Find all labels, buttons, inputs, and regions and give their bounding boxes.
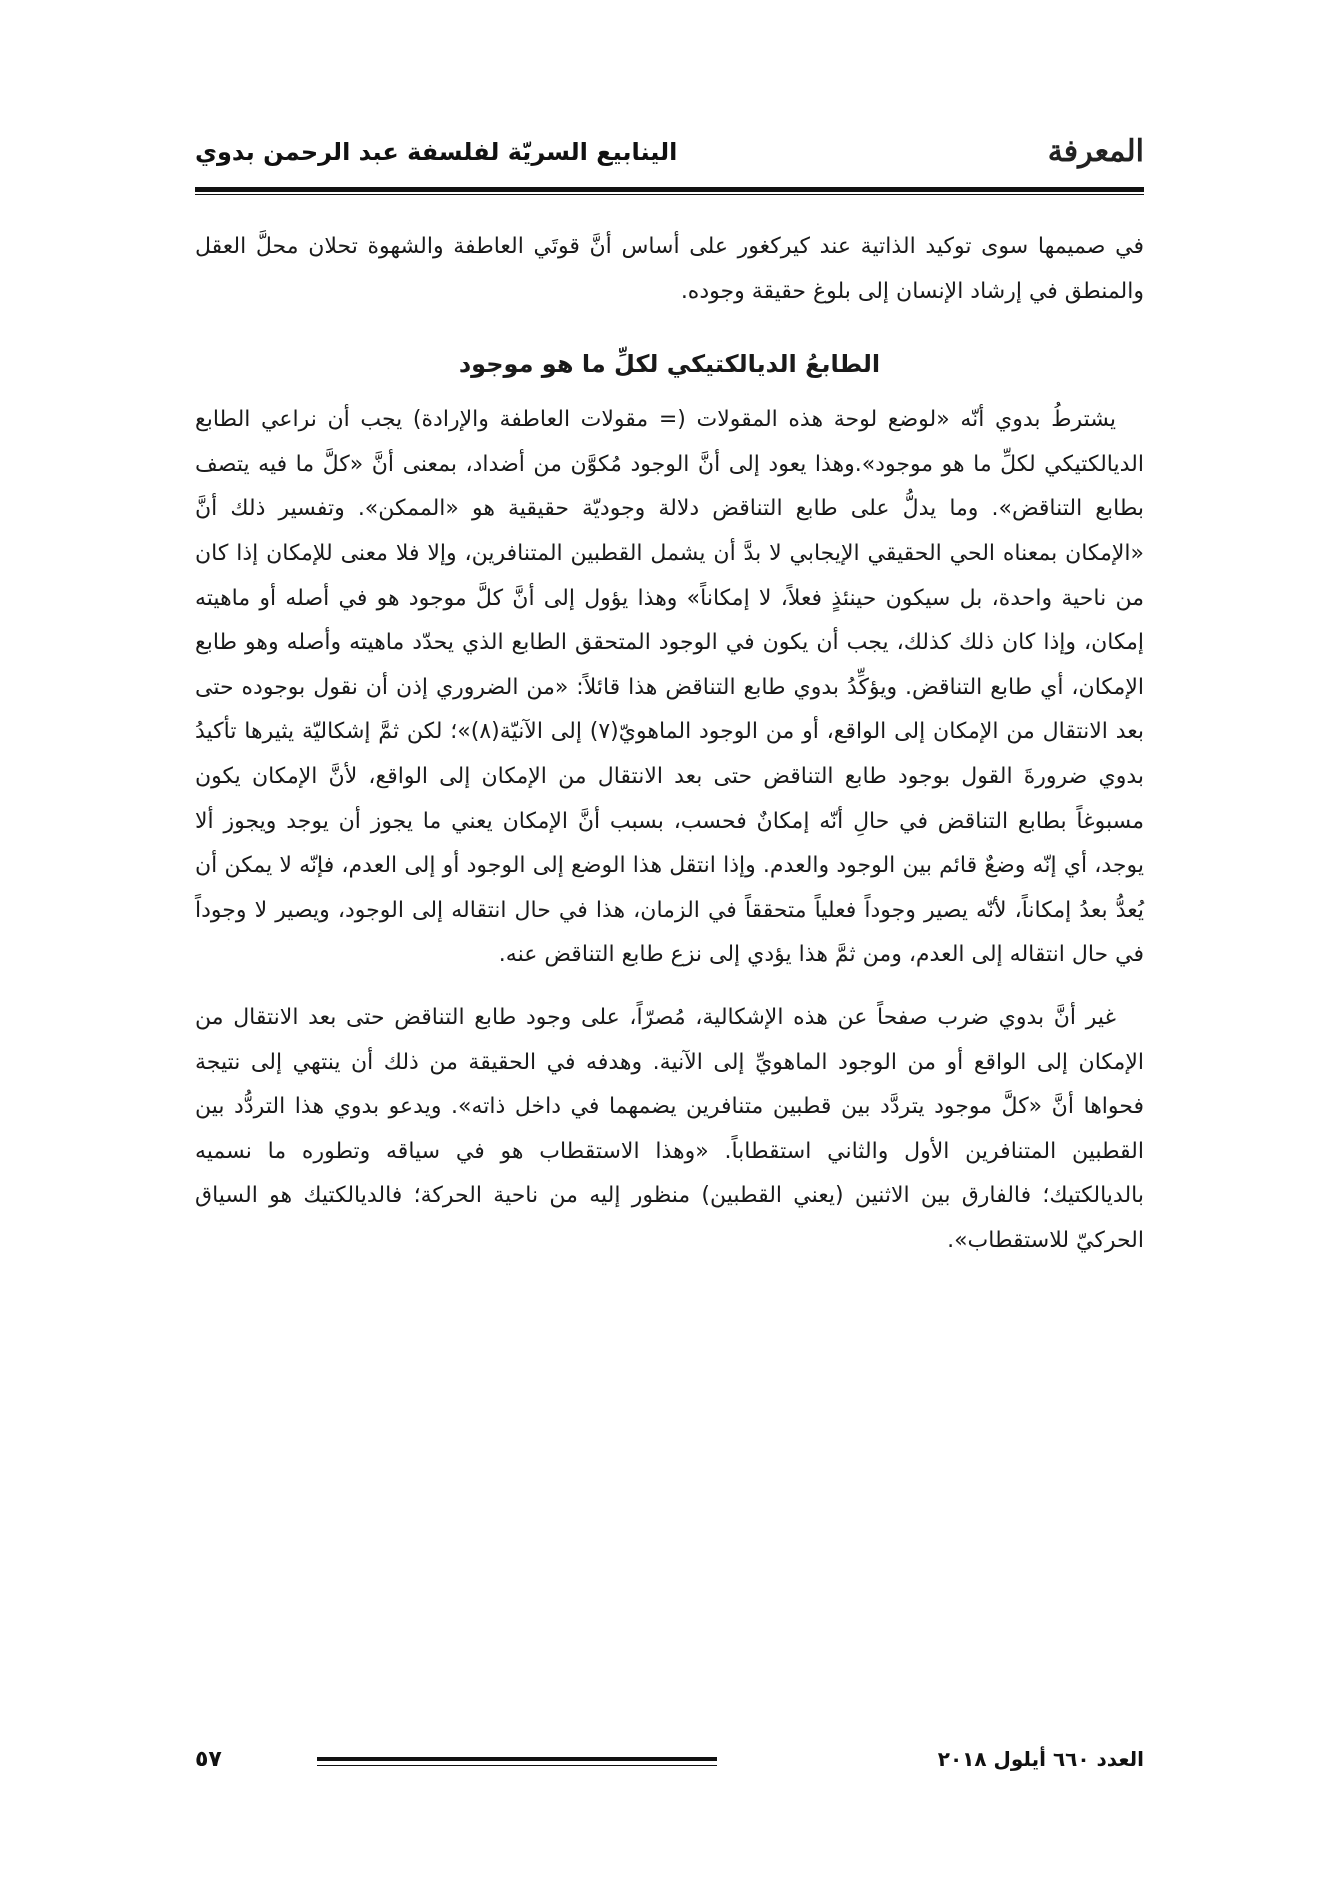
section-heading: الطابعُ الديالكتيكي لكلِّ ما هو موجود bbox=[458, 350, 881, 379]
footer-rule-thin bbox=[317, 1765, 717, 1766]
body-paragraph-2: غير أنَّ بدوي ضرب صفحاً عن هذه الإشكالية، مُصرّاً، على وجود طابع التناقض حتى بعد الانتقال من الإمكان إلى الواقع أو من الوجود الماهويِّ إلى الآنية. وهدفه في الحقيقة من ذلك أن ينتهي إلى نتيجة فحواها أنَّ «كلَّ موجود يتردَّد بين قطبين متنافرين يضمهما في داخل ذاته». ويدعو بدوي هذا التردُّد بين القطبين المتنافرين الأول والثاني استقطاباً. «وهذا الاستقطاب هو في سياقه وتطوره ما نسميه بالديالكتيك؛ فالفارق بين الاثنين (يعني القطبين) منظور إليه من ناحية الحركة؛ فالديالكتيك هو السياق الحركيّ للاستقطاب». bbox=[195, 1004, 1144, 1253]
journal-logo: المعرفة bbox=[1047, 134, 1144, 169]
intro-paragraph: في صميمها سوى توكيد الذاتية عند كيركغور على أساس أنَّ قوتَي العاطفة والشهوة تحلان محلَّ العقل والمنطق في إرشاد الإنسان إلى بلوغ حقيقة وجوده. bbox=[195, 234, 1144, 304]
article-body bbox=[195, 225, 1144, 1263]
header-rule-thick bbox=[195, 187, 1144, 192]
page-header bbox=[195, 128, 1144, 178]
issue-info: العدد ٦٦٠ أيلول ٢٠١٨ bbox=[937, 1747, 1144, 1771]
page-footer bbox=[195, 1747, 1144, 1783]
body-paragraph-1: يشترطُ بدوي أنّه «لوضع لوحة هذه المقولات (= مقولات العاطفة والإرادة) يجب أن نراعي الطابع الديالكتيكي لكلِّ ما هو موجود».وهذا يعود إلى أنَّ الوجود مُكوَّن من أضداد، بمعنى أنَّ «كلَّ ما فيه يتصف بطابع التناقض». وما يدلُّ على طابع التناقض دلالة وجوديّة حقيقية هو «الممكن». وتفسير ذلك أنَّ «الإمكان بمعناه الحي الحقيقي الإيجابي لا بدَّ أن يشمل القطبين المتنافرين، وإلا فلا معنى للإمكان إذا كان من ناحية واحدة، بل سيكون حينئذٍ فعلاً، لا إمكاناً» وهذا يؤول إلى أنَّ كلَّ موجود هو في أصله أو ماهيته إمكان، وإذا كان ذلك كذلك، يجب أن يكون في الوجود المتحقق الطابع الذي يحدّد ماهيته وأصله وهو طابع الإمكان، أي طابع التناقض. ويؤكِّدُ بدوي طابع التناقض هذا قائلاً: «من الضروري إذن أن نقول بوجوده حتى بعد الانتقال من الإمكان إلى الواقع، أو من الوجود الماهويّ(٧) إلى الآنيّة(٨)»؛ لكن ثمَّ إشكاليّة يثيرها تأكيدُ بدوي ضرورةَ القول بوجود طابع التناقض حتى بعد الانتقال من الإمكان إلى الواقع، لأنَّ الإمكان يكون مسبوغاً بطابع التناقض في حالِ أنّه إمكانٌ فحسب، بسبب أنَّ الإمكان يعني ما يجوز أن يوجد ويجوز ألا يوجد، أي إنّه وضعٌ قائم بين الوجود والعدم. وإذا انتقل هذا الوضع إلى الوجود أو إلى العدم، فإنّه لا يمكن أن يُعدُّ بعدُ إمكاناً، لأنّه يصير وجوداً فعلياً متحققاً في الزمان، هذا في حال انتقاله إلى الوجود، ويصير لا وجوداً في حال انتقاله إلى العدم، ومن ثمَّ هذا يؤدي إلى نزع طابع التناقض عنه. bbox=[195, 407, 1144, 968]
footer-rule-thick bbox=[317, 1757, 717, 1761]
page-number: ٥٧ bbox=[195, 1747, 222, 1772]
header-rule-thin bbox=[195, 194, 1144, 195]
article-running-title: الينابيع السريّة لفلسفة عبد الرحمن بدوي bbox=[195, 138, 678, 166]
